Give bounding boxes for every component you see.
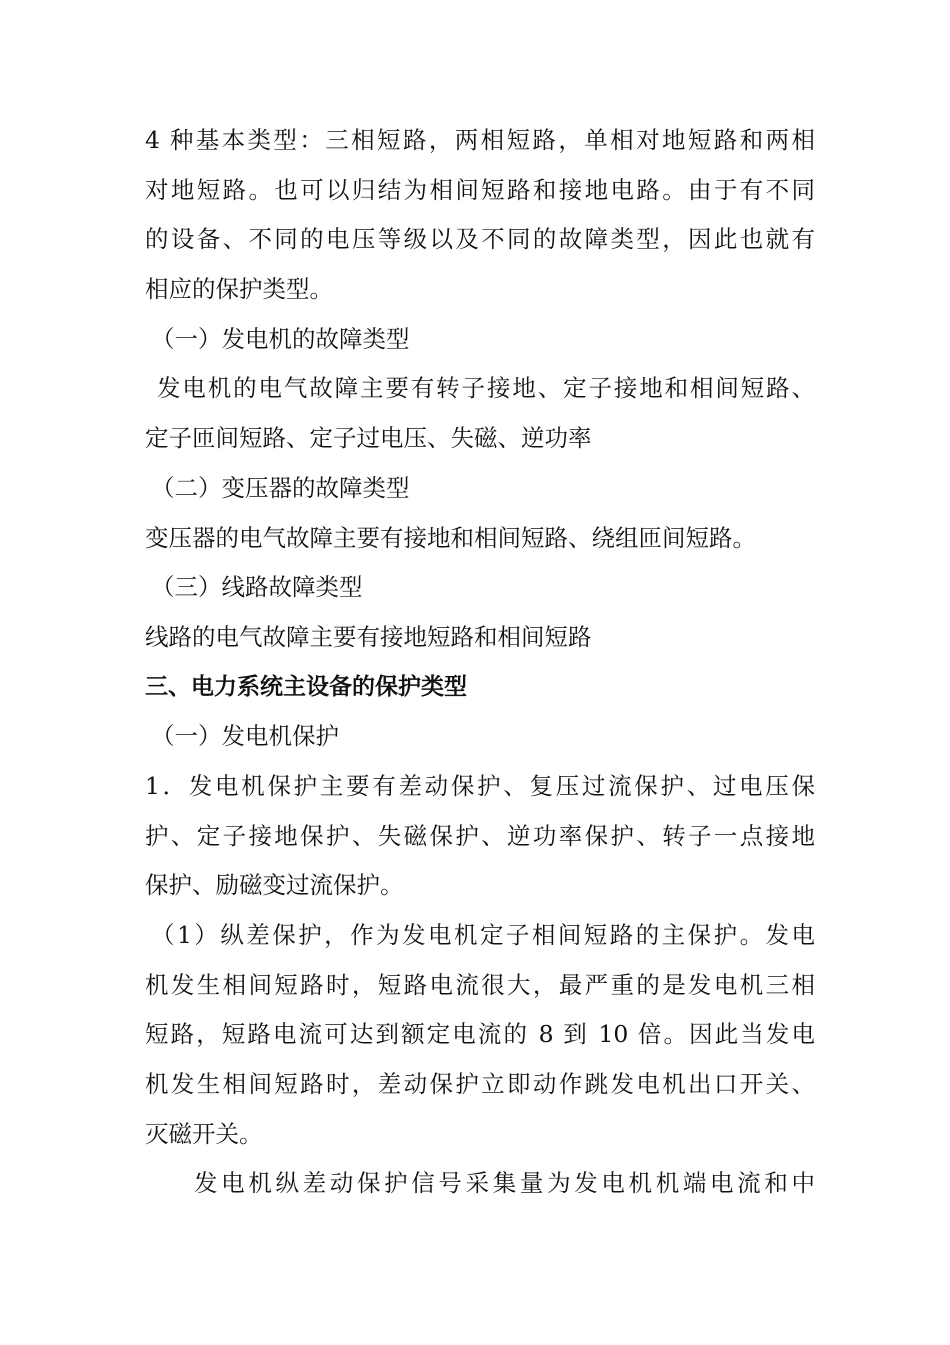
paragraph-line: 护、定子接地保护、失磁保护、逆功率保护、转子一点接地 [145,821,815,850]
paragraph-line: 4 种基本类型：三相短路，两相短路，单相对地短路和两相 [145,126,815,154]
section-heading: （二）变压器的故障类型 [151,473,410,502]
paragraph-line: 相应的保护类型。 [145,275,333,304]
paragraph-line: 机发生相间短路时，差动保护立即动作跳发电机出口开关、 [145,1070,815,1099]
paragraph-line: 定子匝间短路、定子过电压、失磁、逆功率 [145,424,592,453]
paragraph-line: 发电机纵差动保护信号采集量为发电机机端电流和中 [194,1169,815,1198]
section-heading: （三）线路故障类型 [151,573,363,602]
paragraph-line: 1．发电机保护主要有差动保护、复压过流保护、过电压保 [145,771,815,800]
section-heading: （一）发电机保护 [151,722,339,751]
paragraph-line: 对地短路。也可以归结为相间短路和接地电路。由于有不同 [145,175,815,204]
paragraph-line: 短路，短路电流可达到额定电流的 8 到 10 倍。因此当发电 [145,1020,815,1049]
paragraph-line: 保护、励磁变过流保护。 [145,871,404,900]
document-body [145,116,815,1209]
chapter-heading: 三、电力系统主设备的保护类型 [145,673,467,700]
section-heading: （一）发电机的故障类型 [151,324,410,353]
paragraph-line: 灭磁开关。 [145,1119,263,1148]
paragraph-line: 线路的电气故障主要有接地短路和相间短路 [145,622,592,651]
paragraph-line: 变压器的电气故障主要有接地和相间短路、绕组匝间短路。 [145,523,756,552]
paragraph-line: 的设备、不同的电压等级以及不同的故障类型，因此也就有 [145,225,815,254]
paragraph-line: （1）纵差保护，作为发电机定子相间短路的主保护。发电 [151,921,815,949]
paragraph-line: 发电机的电气故障主要有转子接地、定子接地和相间短路、 [157,374,815,403]
paragraph-line: 机发生相间短路时，短路电流很大，最严重的是发电机三相 [145,970,815,999]
